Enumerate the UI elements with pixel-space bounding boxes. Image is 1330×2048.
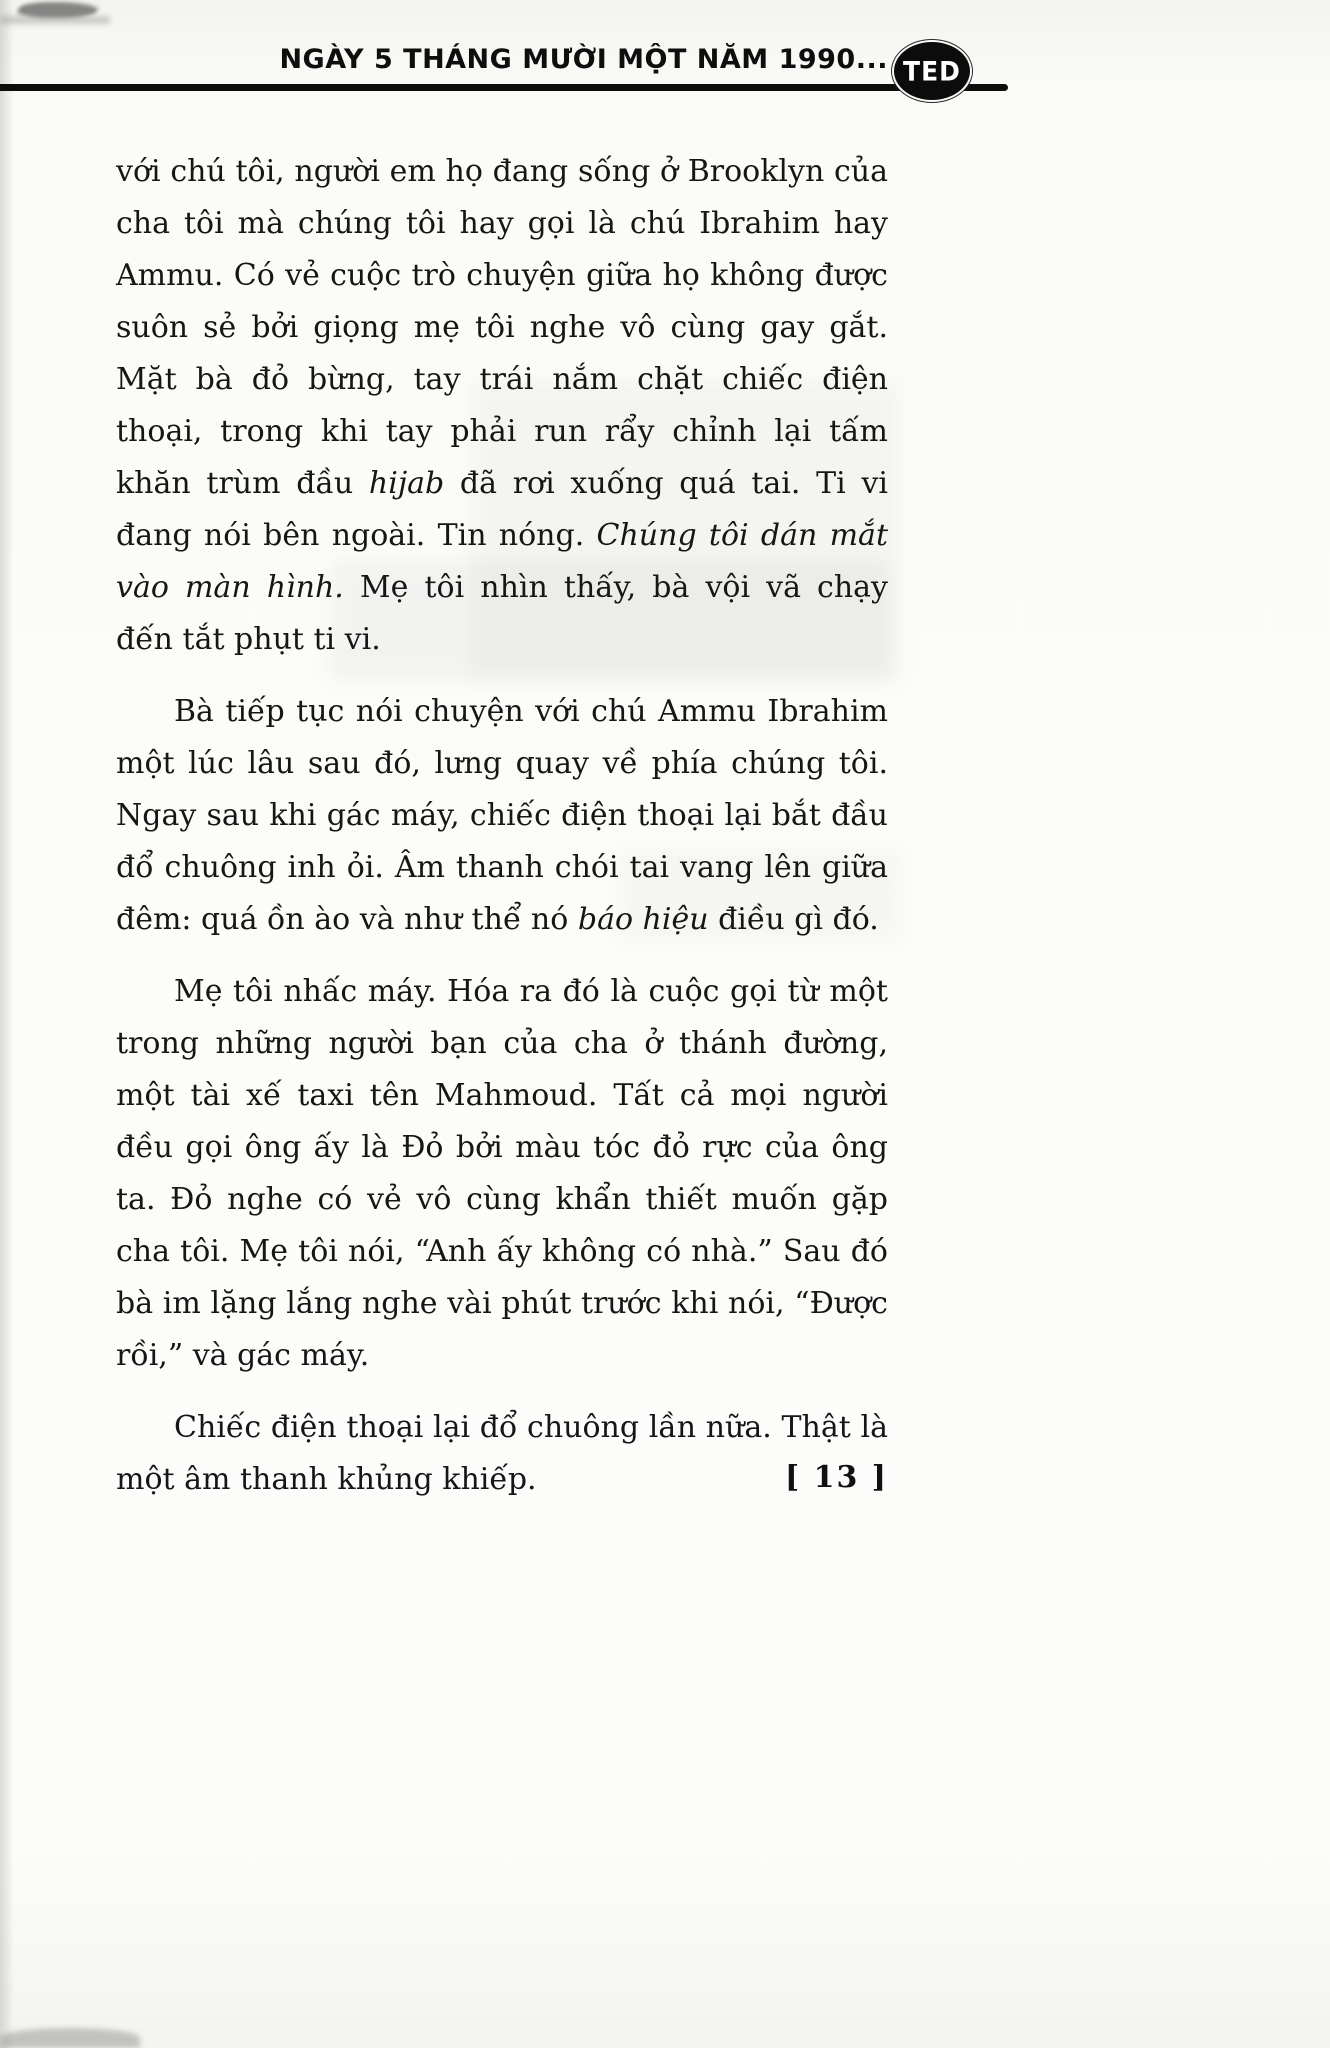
scan-edge-shading (0, 0, 14, 2048)
scan-smudge-top-left (15, 2, 101, 18)
text-run: điều gì đó. (708, 902, 879, 937)
text-run: Mẹ tôi nhìn thấy, bà vội vã chạy đến tắt phụt ti vi. (116, 570, 889, 657)
paragraph (116, 1402, 888, 1506)
text-run: Chiếc điện thoại lại đổ chuông lần nữa. Thật là một âm thanh khủng khiếp. (116, 1410, 888, 1497)
text-run: đã rơi xuống quá tai. Ti vi đang nói bên ngoài. Tin nóng. (116, 466, 889, 553)
text-run-italic: Chúng tôi dán mắt vào màn hình. (116, 518, 889, 605)
page-body (116, 146, 888, 1526)
page-number: [ 13 ] (784, 1460, 888, 1495)
running-head: NGÀY 5 THÁNG MƯỜI MỘT NĂM 1990... (279, 44, 888, 75)
paragraph (116, 686, 888, 946)
text-run: Mẹ tôi nhấc máy. Hóa ra đó là cuộc gọi từ một trong những người bạn của cha ở thánh đường, một tài xế taxi tên Mahmoud. Tất cả mọi người đều gọi ông ấy là Đỏ bởi màu tóc đỏ rực của ông ta. Đỏ nghe có vẻ vô cùng khẩn thiết muốn gặp cha tôi. Mẹ tôi nói, “Anh ấy không có nhà.” Sau đó bà im lặng lắng nghe vài phút trước khi nói, “Được rồi,” và gác máy. (116, 974, 888, 1373)
text-run: với chú tôi, người em họ đang sống ở Brooklyn của cha tôi mà chúng tôi hay gọi là chú Ibrahim hay Ammu. Có vẻ cuộc trò chuyện giữa họ không được suôn sẻ bởi giọng mẹ tôi nghe vô cùng gay gắt. Mặt bà đỏ bừng, tay trái nắm chặt chiếc điện thoại, trong khi tay phải run rẩy chỉnh lại tấm khăn trùm đầu (116, 154, 888, 501)
text-run-italic: hijab (368, 466, 445, 501)
text-run-italic: báo hiệu (577, 902, 709, 937)
scan-smudge-bottom-left (0, 2028, 140, 2048)
header-rule (0, 84, 1008, 91)
ted-logo (894, 42, 970, 100)
paragraph (116, 966, 888, 1382)
text-run: Bà tiếp tục nói chuyện với chú Ammu Ibrahim một lúc lâu sau đó, lưng quay về phía chúng tôi. Ngay sau khi gác máy, chiếc điện thoại lại bắt đầu đổ chuông inh ỏi. Âm thanh chói tai vang lên giữa đêm: quá ồn ào và như thể nó (116, 694, 888, 937)
scan-smudge-top-left-2 (0, 16, 110, 24)
ted-logo-text: TED (903, 55, 961, 87)
paragraph (116, 146, 888, 666)
